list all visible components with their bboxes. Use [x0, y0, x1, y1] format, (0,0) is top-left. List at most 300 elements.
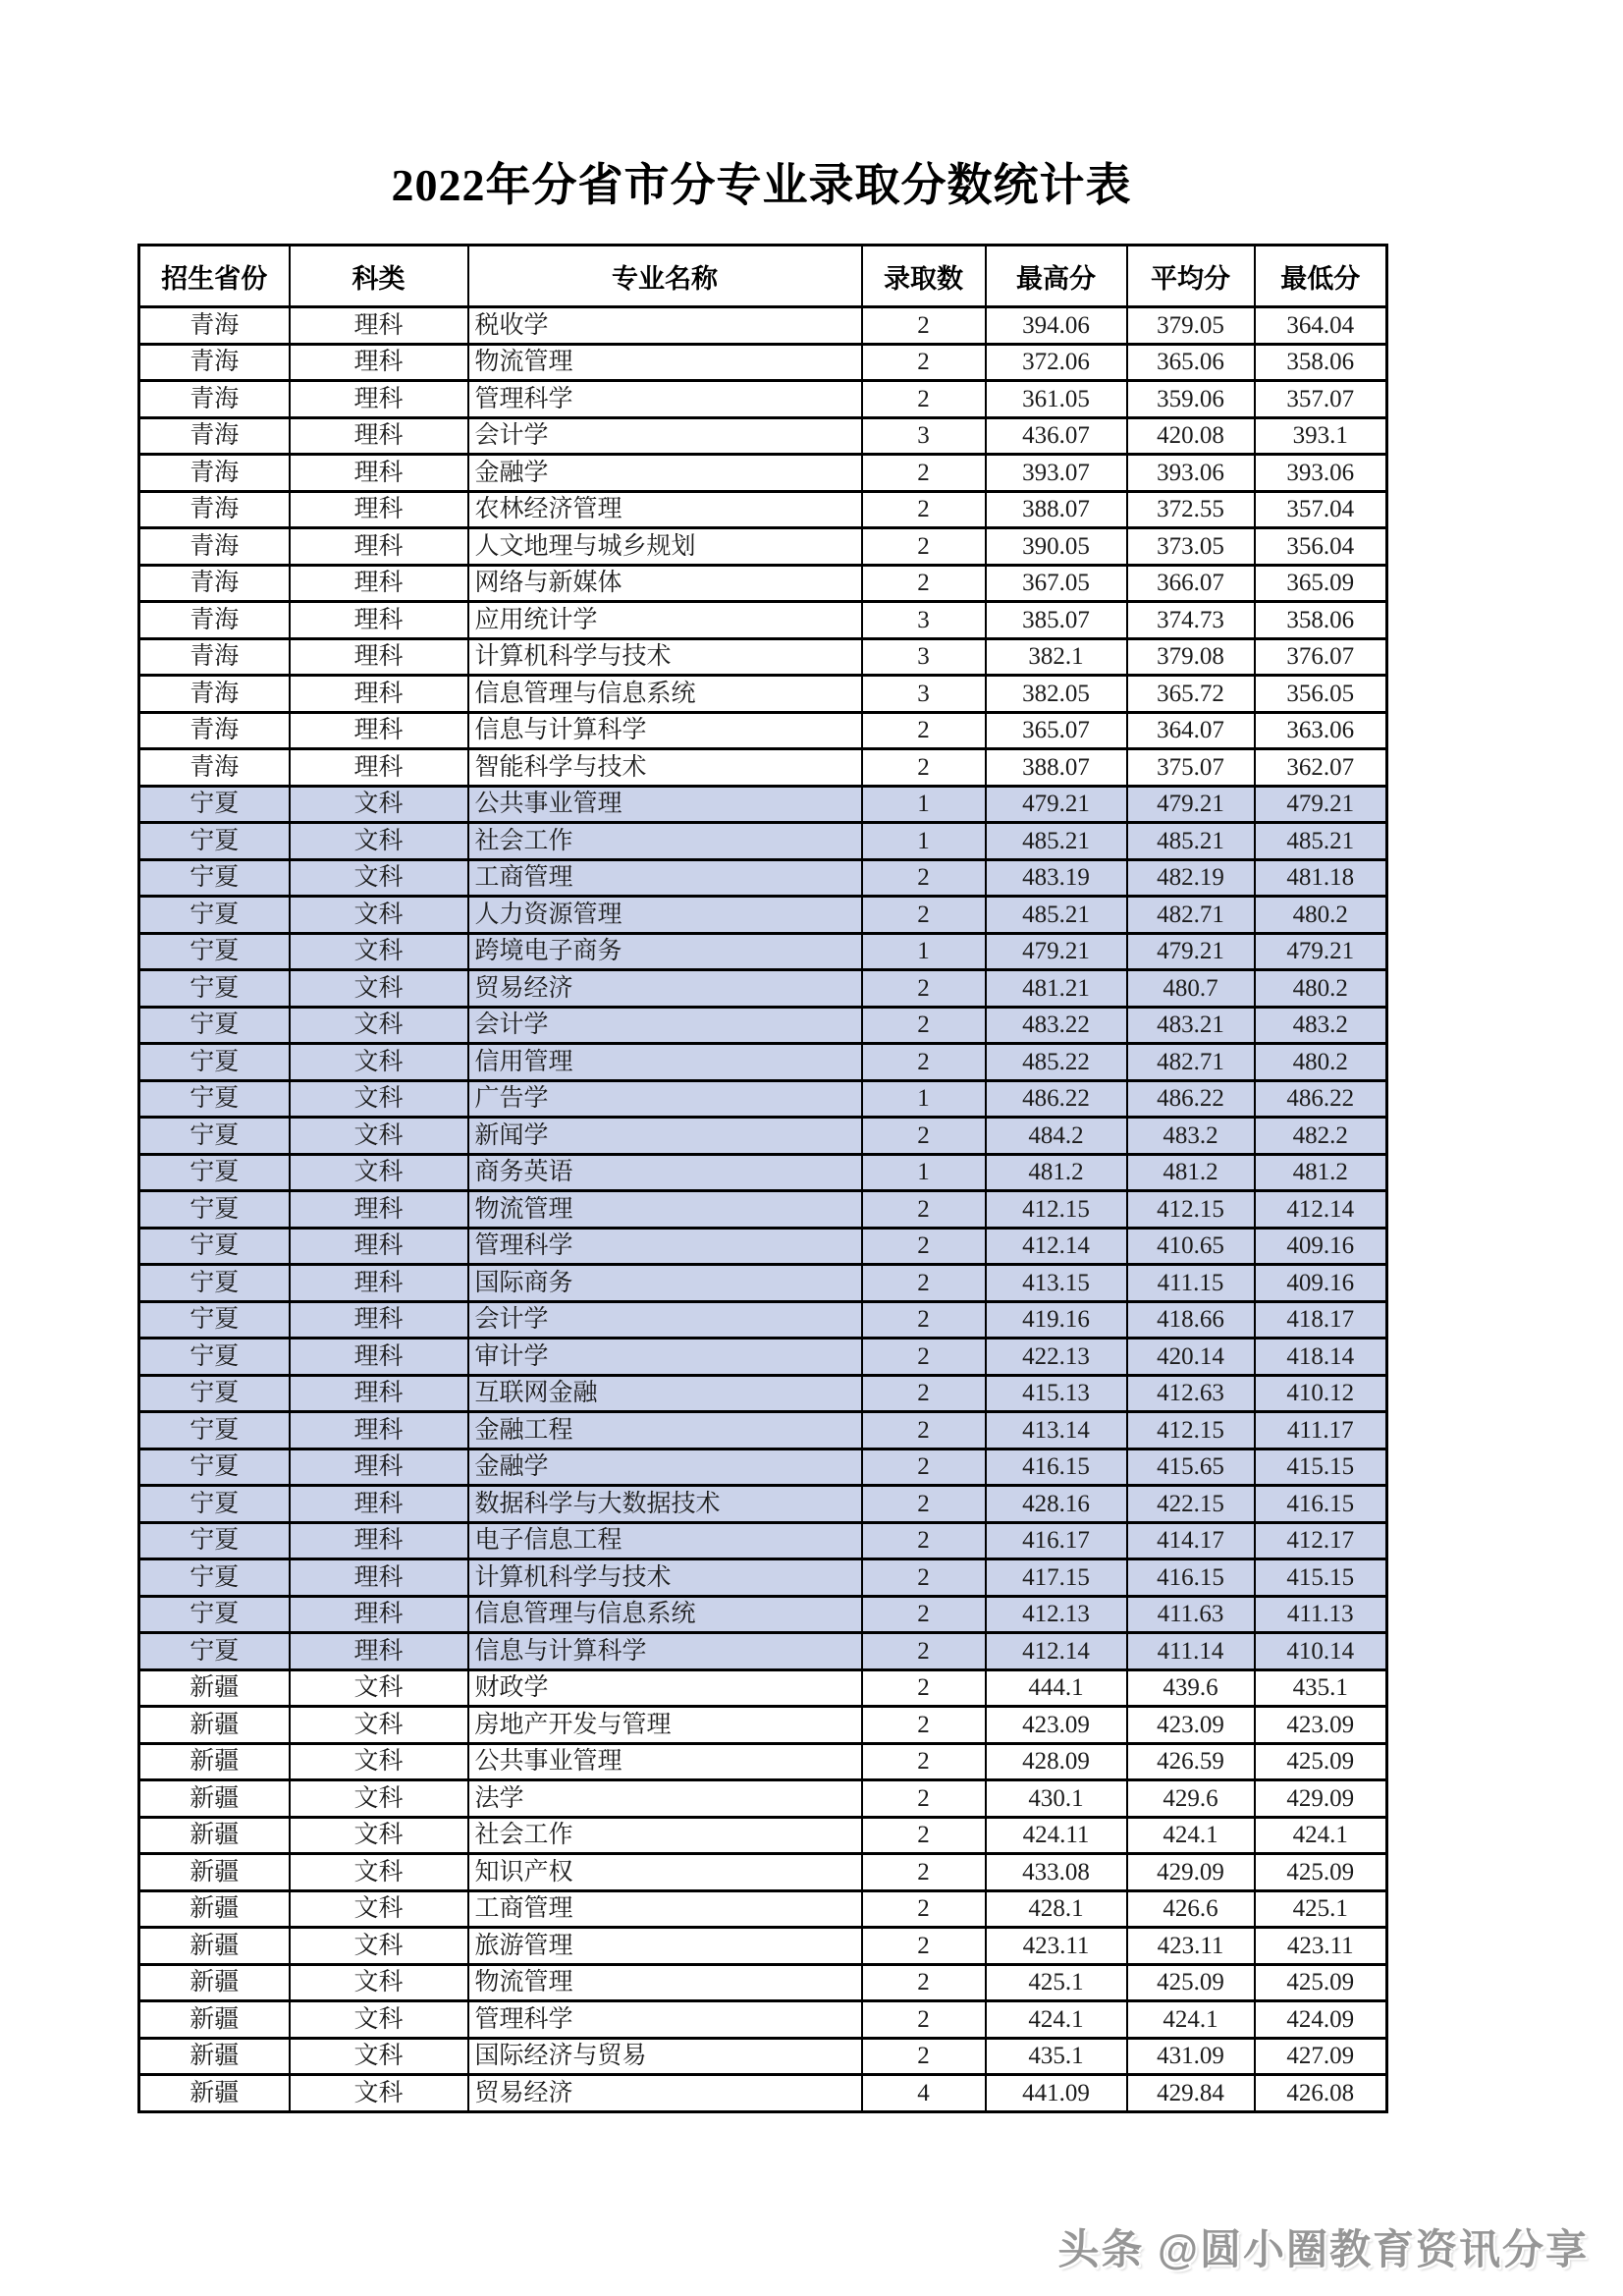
cell-major: 社会工作 [468, 1817, 862, 1854]
cell-max-score: 382.05 [986, 676, 1127, 713]
cell-province: 青海 [139, 676, 290, 713]
cell-max-score: 479.21 [986, 786, 1127, 823]
cell-admit-count: 2 [862, 1890, 986, 1928]
cell-major: 信息与计算科学 [468, 1633, 862, 1670]
cell-min-score: 423.11 [1255, 1928, 1387, 1965]
cell-max-score: 385.07 [986, 602, 1127, 639]
cell-major: 网络与新媒体 [468, 565, 862, 602]
table-row [139, 933, 1387, 970]
table-row [139, 859, 1387, 897]
cell-avg-score: 423.11 [1127, 1928, 1255, 1965]
table-body [139, 307, 1387, 2112]
cell-max-score: 415.13 [986, 1375, 1127, 1412]
cell-min-score: 364.04 [1255, 307, 1387, 345]
cell-province: 新疆 [139, 1743, 290, 1780]
cell-category: 文科 [290, 1007, 468, 1044]
cell-category: 理科 [290, 1596, 468, 1633]
cell-category: 文科 [290, 859, 468, 897]
cell-province: 宁夏 [139, 1522, 290, 1559]
cell-admit-count: 2 [862, 1301, 986, 1339]
cell-province: 宁夏 [139, 1339, 290, 1376]
cell-min-score: 412.14 [1255, 1191, 1387, 1229]
cell-avg-score: 412.15 [1127, 1191, 1255, 1229]
cell-admit-count: 2 [862, 1596, 986, 1633]
cell-avg-score: 485.21 [1127, 823, 1255, 860]
cell-max-score: 424.11 [986, 1817, 1127, 1854]
cell-province: 宁夏 [139, 1449, 290, 1486]
cell-category: 文科 [290, 1928, 468, 1965]
cell-major: 公共事业管理 [468, 1743, 862, 1780]
cell-major: 物流管理 [468, 1191, 862, 1229]
table-row [139, 455, 1387, 492]
cell-avg-score: 479.21 [1127, 933, 1255, 970]
cell-major: 金融学 [468, 1449, 862, 1486]
table-row [139, 1412, 1387, 1449]
cell-max-score: 423.11 [986, 1928, 1127, 1965]
cell-avg-score: 359.06 [1127, 381, 1255, 418]
table-row [139, 417, 1387, 455]
page-title: 2022年分省市分专业录取分数统计表 [391, 160, 1132, 210]
header-row [139, 246, 1387, 307]
cell-min-score: 435.1 [1255, 1669, 1387, 1707]
cell-admit-count: 2 [862, 528, 986, 566]
cell-category: 文科 [290, 1669, 468, 1707]
cell-category: 理科 [290, 1412, 468, 1449]
cell-province: 青海 [139, 417, 290, 455]
table-row [139, 602, 1387, 639]
cell-min-score: 412.17 [1255, 1522, 1387, 1559]
cell-category: 理科 [290, 749, 468, 787]
cell-major: 广告学 [468, 1080, 862, 1118]
cell-major: 工商管理 [468, 859, 862, 897]
table-row [139, 2075, 1387, 2112]
cell-category: 文科 [290, 933, 468, 970]
cell-province: 青海 [139, 528, 290, 566]
cell-admit-count: 2 [862, 455, 986, 492]
cell-admit-count: 2 [862, 1707, 986, 1744]
column-header-min-score: 最低分 [1255, 246, 1387, 307]
cell-major: 应用统计学 [468, 602, 862, 639]
table-row [139, 1154, 1387, 1191]
cell-major: 跨境电子商务 [468, 933, 862, 970]
cell-major: 贸易经济 [468, 970, 862, 1008]
cell-admit-count: 2 [862, 1449, 986, 1486]
cell-avg-score: 423.09 [1127, 1707, 1255, 1744]
table-row [139, 676, 1387, 713]
cell-avg-score: 431.09 [1127, 2038, 1255, 2075]
cell-max-score: 394.06 [986, 307, 1127, 345]
cell-avg-score: 412.15 [1127, 1412, 1255, 1449]
cell-min-score: 393.06 [1255, 455, 1387, 492]
cell-min-score: 425.09 [1255, 1854, 1387, 1891]
cell-province: 新疆 [139, 1780, 290, 1818]
cell-admit-count: 2 [862, 712, 986, 749]
cell-major: 计算机科学与技术 [468, 1559, 862, 1597]
cell-admit-count: 2 [862, 897, 986, 934]
cell-admit-count: 4 [862, 2075, 986, 2112]
cell-avg-score: 373.05 [1127, 528, 1255, 566]
cell-max-score: 388.07 [986, 749, 1127, 787]
cell-admit-count: 2 [862, 1044, 986, 1081]
cell-category: 理科 [290, 381, 468, 418]
cell-major: 农林经济管理 [468, 491, 862, 528]
cell-max-score: 444.1 [986, 1669, 1127, 1707]
cell-min-score: 356.04 [1255, 528, 1387, 566]
cell-avg-score: 372.55 [1127, 491, 1255, 528]
cell-admit-count: 2 [862, 1817, 986, 1854]
cell-province: 宁夏 [139, 823, 290, 860]
cell-max-score: 423.09 [986, 1707, 1127, 1744]
cell-avg-score: 374.73 [1127, 602, 1255, 639]
cell-avg-score: 483.21 [1127, 1007, 1255, 1044]
cell-avg-score: 482.19 [1127, 859, 1255, 897]
cell-min-score: 429.09 [1255, 1780, 1387, 1818]
cell-major: 互联网金融 [468, 1375, 862, 1412]
cell-province: 宁夏 [139, 1633, 290, 1670]
table-row [139, 491, 1387, 528]
cell-admit-count: 2 [862, 1854, 986, 1891]
table-row [139, 1559, 1387, 1597]
cell-max-score: 425.1 [986, 1964, 1127, 2001]
cell-province: 宁夏 [139, 970, 290, 1008]
cell-province: 宁夏 [139, 1412, 290, 1449]
cell-province: 青海 [139, 749, 290, 787]
cell-category: 理科 [290, 602, 468, 639]
table-row [139, 381, 1387, 418]
cell-admit-count: 1 [862, 1154, 986, 1191]
table-row [139, 1191, 1387, 1229]
cell-avg-score: 411.14 [1127, 1633, 1255, 1670]
cell-major: 审计学 [468, 1339, 862, 1376]
cell-major: 金融学 [468, 455, 862, 492]
cell-max-score: 436.07 [986, 417, 1127, 455]
cell-category: 文科 [290, 823, 468, 860]
cell-category: 理科 [290, 1522, 468, 1559]
cell-min-score: 363.06 [1255, 712, 1387, 749]
cell-category: 文科 [290, 1854, 468, 1891]
cell-major: 管理科学 [468, 381, 862, 418]
cell-avg-score: 364.07 [1127, 712, 1255, 749]
cell-admit-count: 2 [862, 2001, 986, 2039]
cell-max-score: 416.17 [986, 1522, 1127, 1559]
cell-category: 理科 [290, 1265, 468, 1302]
cell-category: 文科 [290, 897, 468, 934]
cell-admit-count: 2 [862, 1118, 986, 1155]
cell-min-score: 425.1 [1255, 1890, 1387, 1928]
table-row [139, 749, 1387, 787]
cell-province: 新疆 [139, 1817, 290, 1854]
cell-min-score: 416.15 [1255, 1486, 1387, 1523]
cell-major: 会计学 [468, 1301, 862, 1339]
column-header-category: 科类 [290, 246, 468, 307]
cell-min-score: 418.17 [1255, 1301, 1387, 1339]
cell-max-score: 481.21 [986, 970, 1127, 1008]
cell-min-score: 415.15 [1255, 1449, 1387, 1486]
table-row [139, 344, 1387, 381]
cell-admit-count: 1 [862, 933, 986, 970]
column-header-count: 录取数 [862, 246, 986, 307]
table-row [139, 1596, 1387, 1633]
cell-max-score: 412.14 [986, 1228, 1127, 1265]
cell-max-score: 484.2 [986, 1118, 1127, 1155]
cell-category: 文科 [290, 2038, 468, 2075]
cell-min-score: 415.15 [1255, 1559, 1387, 1597]
cell-min-score: 424.1 [1255, 1817, 1387, 1854]
cell-max-score: 441.09 [986, 2075, 1127, 2112]
table-row [139, 1707, 1387, 1744]
cell-avg-score: 482.71 [1127, 897, 1255, 934]
cell-major: 信息管理与信息系统 [468, 1596, 862, 1633]
cell-min-score: 410.12 [1255, 1375, 1387, 1412]
cell-min-score: 486.22 [1255, 1080, 1387, 1118]
cell-admit-count: 2 [862, 307, 986, 345]
cell-major: 人力资源管理 [468, 897, 862, 934]
table-row [139, 1339, 1387, 1376]
column-header-avg-score: 平均分 [1127, 246, 1255, 307]
cell-min-score: 480.2 [1255, 1044, 1387, 1081]
cell-min-score: 427.09 [1255, 2038, 1387, 2075]
cell-admit-count: 2 [862, 1339, 986, 1376]
cell-major: 财政学 [468, 1669, 862, 1707]
cell-avg-score: 439.6 [1127, 1669, 1255, 1707]
cell-major: 管理科学 [468, 2001, 862, 2039]
cell-category: 文科 [290, 786, 468, 823]
table-row [139, 1486, 1387, 1523]
cell-avg-score: 426.59 [1127, 1743, 1255, 1780]
cell-province: 青海 [139, 381, 290, 418]
cell-avg-score: 375.07 [1127, 749, 1255, 787]
cell-min-score: 410.14 [1255, 1633, 1387, 1670]
cell-province: 新疆 [139, 2001, 290, 2039]
cell-avg-score: 411.15 [1127, 1265, 1255, 1302]
cell-min-score: 409.16 [1255, 1228, 1387, 1265]
table-row [139, 1080, 1387, 1118]
table-row [139, 1375, 1387, 1412]
cell-category: 理科 [290, 1339, 468, 1376]
cell-province: 宁夏 [139, 1375, 290, 1412]
cell-avg-score: 429.09 [1127, 1854, 1255, 1891]
cell-province: 新疆 [139, 2038, 290, 2075]
cell-min-score: 358.06 [1255, 602, 1387, 639]
cell-province: 宁夏 [139, 1007, 290, 1044]
table-row [139, 1007, 1387, 1044]
cell-major: 商务英语 [468, 1154, 862, 1191]
cell-max-score: 419.16 [986, 1301, 1127, 1339]
cell-avg-score: 416.15 [1127, 1559, 1255, 1597]
cell-max-score: 367.05 [986, 565, 1127, 602]
cell-category: 理科 [290, 344, 468, 381]
table-row [139, 1743, 1387, 1780]
cell-avg-score: 411.63 [1127, 1596, 1255, 1633]
cell-max-score: 486.22 [986, 1080, 1127, 1118]
cell-province: 宁夏 [139, 1228, 290, 1265]
cell-min-score: 479.21 [1255, 786, 1387, 823]
cell-category: 理科 [290, 1301, 468, 1339]
table-row [139, 1928, 1387, 1965]
cell-province: 宁夏 [139, 897, 290, 934]
cell-major: 贸易经济 [468, 2075, 862, 2112]
cell-province: 新疆 [139, 1890, 290, 1928]
cell-major: 物流管理 [468, 1964, 862, 2001]
cell-avg-score: 365.72 [1127, 676, 1255, 713]
cell-admit-count: 3 [862, 676, 986, 713]
cell-avg-score: 424.1 [1127, 1817, 1255, 1854]
table-row [139, 2001, 1387, 2039]
cell-max-score: 422.13 [986, 1339, 1127, 1376]
cell-max-score: 483.19 [986, 859, 1127, 897]
cell-min-score: 356.05 [1255, 676, 1387, 713]
cell-province: 新疆 [139, 1854, 290, 1891]
cell-min-score: 480.2 [1255, 970, 1387, 1008]
cell-min-score: 418.14 [1255, 1339, 1387, 1376]
cell-admit-count: 2 [862, 970, 986, 1008]
cell-avg-score: 410.65 [1127, 1228, 1255, 1265]
cell-avg-score: 420.14 [1127, 1339, 1255, 1376]
cell-major: 信息与计算科学 [468, 712, 862, 749]
cell-avg-score: 418.66 [1127, 1301, 1255, 1339]
cell-min-score: 481.2 [1255, 1154, 1387, 1191]
cell-avg-score: 483.2 [1127, 1118, 1255, 1155]
cell-province: 宁夏 [139, 1596, 290, 1633]
table-row [139, 2038, 1387, 2075]
cell-major: 信用管理 [468, 1044, 862, 1081]
cell-category: 文科 [290, 1743, 468, 1780]
cell-min-score: 426.08 [1255, 2075, 1387, 2112]
table-row [139, 1118, 1387, 1155]
table-row [139, 528, 1387, 566]
cell-max-score: 424.1 [986, 2001, 1127, 2039]
cell-admit-count: 2 [862, 1375, 986, 1412]
cell-max-score: 430.1 [986, 1780, 1127, 1818]
table-row [139, 1301, 1387, 1339]
cell-min-score: 425.09 [1255, 1743, 1387, 1780]
cell-category: 理科 [290, 455, 468, 492]
table-row [139, 565, 1387, 602]
cell-major: 旅游管理 [468, 1928, 862, 1965]
cell-max-score: 433.08 [986, 1854, 1127, 1891]
cell-avg-score: 393.06 [1127, 455, 1255, 492]
table-row [139, 1228, 1387, 1265]
cell-avg-score: 482.71 [1127, 1044, 1255, 1081]
cell-avg-score: 481.2 [1127, 1154, 1255, 1191]
cell-avg-score: 429.6 [1127, 1780, 1255, 1818]
cell-major: 管理科学 [468, 1228, 862, 1265]
cell-max-score: 388.07 [986, 491, 1127, 528]
table-row [139, 1854, 1387, 1891]
cell-province: 宁夏 [139, 1044, 290, 1081]
cell-province: 青海 [139, 491, 290, 528]
cell-admit-count: 2 [862, 344, 986, 381]
cell-avg-score: 480.7 [1127, 970, 1255, 1008]
cell-max-score: 435.1 [986, 2038, 1127, 2075]
cell-admit-count: 2 [862, 1669, 986, 1707]
cell-province: 宁夏 [139, 1486, 290, 1523]
cell-avg-score: 415.65 [1127, 1449, 1255, 1486]
cell-major: 公共事业管理 [468, 786, 862, 823]
table-row [139, 823, 1387, 860]
cell-category: 理科 [290, 1486, 468, 1523]
cell-province: 宁夏 [139, 1118, 290, 1155]
cell-max-score: 483.22 [986, 1007, 1127, 1044]
cell-category: 理科 [290, 307, 468, 345]
cell-province: 宁夏 [139, 1265, 290, 1302]
cell-major: 社会工作 [468, 823, 862, 860]
cell-major: 信息管理与信息系统 [468, 676, 862, 713]
table-row [139, 1964, 1387, 2001]
cell-province: 宁夏 [139, 859, 290, 897]
cell-major: 法学 [468, 1780, 862, 1818]
cell-category: 文科 [290, 1154, 468, 1191]
cell-min-score: 365.09 [1255, 565, 1387, 602]
cell-min-score: 480.2 [1255, 897, 1387, 934]
cell-avg-score: 420.08 [1127, 417, 1255, 455]
cell-major: 新闻学 [468, 1118, 862, 1155]
cell-min-score: 482.2 [1255, 1118, 1387, 1155]
cell-category: 理科 [290, 565, 468, 602]
cell-category: 理科 [290, 491, 468, 528]
cell-category: 文科 [290, 1890, 468, 1928]
cell-province: 青海 [139, 307, 290, 345]
cell-major: 国际经济与贸易 [468, 2038, 862, 2075]
cell-major: 会计学 [468, 417, 862, 455]
table-row [139, 1669, 1387, 1707]
cell-min-score: 358.06 [1255, 344, 1387, 381]
cell-category: 理科 [290, 528, 468, 566]
cell-province: 青海 [139, 602, 290, 639]
cell-avg-score: 426.6 [1127, 1890, 1255, 1928]
column-header-max-score: 最高分 [986, 246, 1127, 307]
cell-major: 数据科学与大数据技术 [468, 1486, 862, 1523]
cell-category: 文科 [290, 1080, 468, 1118]
cell-max-score: 361.05 [986, 381, 1127, 418]
cell-avg-score: 379.08 [1127, 638, 1255, 676]
cell-admit-count: 2 [862, 1191, 986, 1229]
cell-max-score: 412.13 [986, 1596, 1127, 1633]
cell-admit-count: 2 [862, 1928, 986, 1965]
cell-category: 理科 [290, 638, 468, 676]
cell-max-score: 428.09 [986, 1743, 1127, 1780]
cell-max-score: 365.07 [986, 712, 1127, 749]
cell-province: 宁夏 [139, 1191, 290, 1229]
cell-major: 智能科学与技术 [468, 749, 862, 787]
cell-province: 青海 [139, 344, 290, 381]
cell-min-score: 362.07 [1255, 749, 1387, 787]
cell-major: 人文地理与城乡规划 [468, 528, 862, 566]
cell-min-score: 485.21 [1255, 823, 1387, 860]
cell-province: 青海 [139, 638, 290, 676]
cell-admit-count: 2 [862, 381, 986, 418]
cell-category: 理科 [290, 1449, 468, 1486]
cell-category: 文科 [290, 2001, 468, 2039]
cell-admit-count: 2 [862, 491, 986, 528]
table-row [139, 1522, 1387, 1559]
cell-admit-count: 2 [862, 1412, 986, 1449]
cell-category: 文科 [290, 970, 468, 1008]
cell-major: 会计学 [468, 1007, 862, 1044]
cell-category: 文科 [290, 1118, 468, 1155]
cell-max-score: 416.15 [986, 1449, 1127, 1486]
cell-max-score: 428.1 [986, 1890, 1127, 1928]
cell-admit-count: 1 [862, 1080, 986, 1118]
cell-admit-count: 2 [862, 749, 986, 787]
cell-admit-count: 2 [862, 1486, 986, 1523]
cell-min-score: 425.09 [1255, 1964, 1387, 2001]
cell-avg-score: 425.09 [1127, 1964, 1255, 2001]
cell-category: 理科 [290, 712, 468, 749]
cell-avg-score: 422.15 [1127, 1486, 1255, 1523]
cell-major: 税收学 [468, 307, 862, 345]
cell-major: 国际商务 [468, 1265, 862, 1302]
